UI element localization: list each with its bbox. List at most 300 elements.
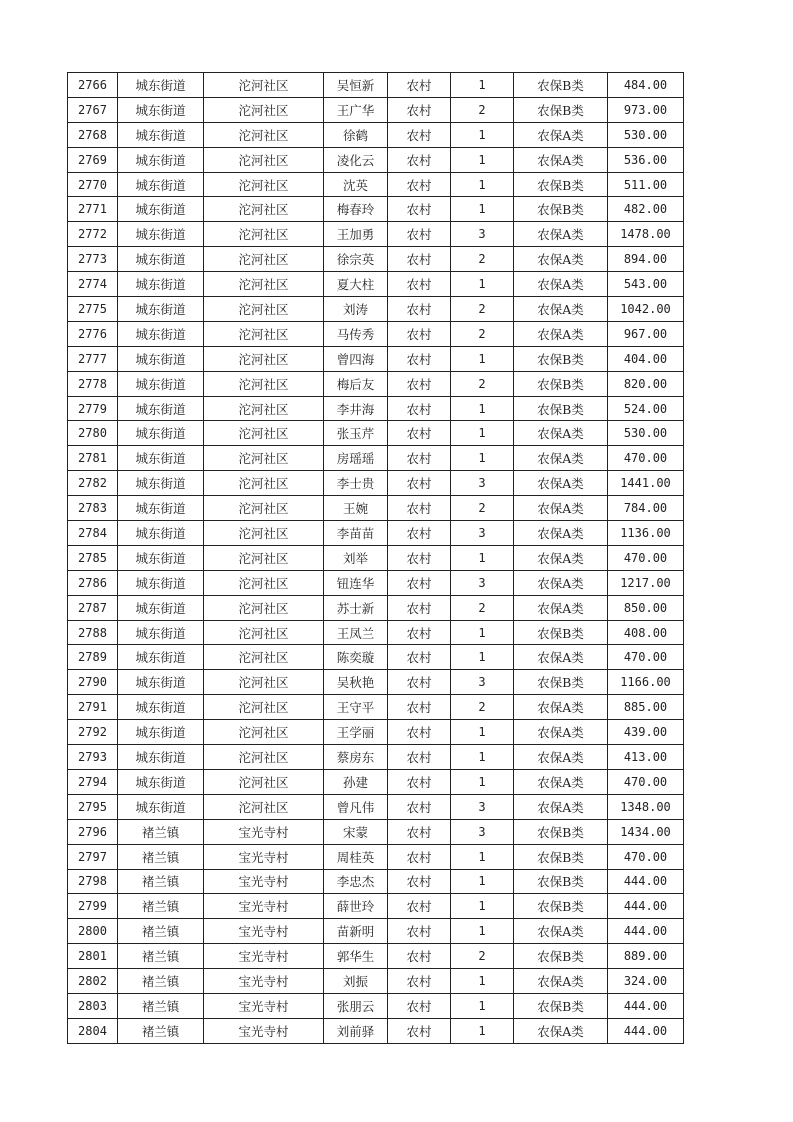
street-cell: 城东街道 <box>118 122 204 147</box>
area-type-cell: 农村 <box>388 944 451 969</box>
amount-cell: 1348.00 <box>608 794 684 819</box>
amount-cell: 470.00 <box>608 844 684 869</box>
insurance-category-cell: 农保B类 <box>514 346 608 371</box>
street-cell: 城东街道 <box>118 197 204 222</box>
records-table <box>67 72 684 1044</box>
table-row <box>68 97 684 122</box>
area-type-cell: 农村 <box>388 595 451 620</box>
area-type-cell: 农村 <box>388 570 451 595</box>
street-cell: 褚兰镇 <box>118 844 204 869</box>
household-count-cell: 1 <box>451 272 514 297</box>
insurance-category-cell: 农保A类 <box>514 570 608 595</box>
area-type-cell: 农村 <box>388 222 451 247</box>
table-row <box>68 869 684 894</box>
street-cell: 城东街道 <box>118 172 204 197</box>
person-name-cell: 徐宗英 <box>324 247 388 272</box>
street-cell: 城东街道 <box>118 769 204 794</box>
insurance-category-cell: 农保A类 <box>514 222 608 247</box>
area-type-cell: 农村 <box>388 272 451 297</box>
insurance-category-cell: 农保A类 <box>514 521 608 546</box>
table-row <box>68 595 684 620</box>
person-name-cell: 马传秀 <box>324 321 388 346</box>
community-cell: 沱河社区 <box>204 97 324 122</box>
insurance-category-cell: 农保A类 <box>514 147 608 172</box>
insurance-category-cell: 农保A类 <box>514 645 608 670</box>
street-cell: 褚兰镇 <box>118 819 204 844</box>
amount-cell: 889.00 <box>608 944 684 969</box>
household-count-cell: 1 <box>451 147 514 172</box>
community-cell: 宝光寺村 <box>204 869 324 894</box>
amount-cell: 324.00 <box>608 969 684 994</box>
table-row <box>68 272 684 297</box>
street-cell: 城东街道 <box>118 545 204 570</box>
household-count-cell: 3 <box>451 670 514 695</box>
community-cell: 宝光寺村 <box>204 1018 324 1043</box>
person-name-cell: 郭华生 <box>324 944 388 969</box>
table-row <box>68 670 684 695</box>
area-type-cell: 农村 <box>388 819 451 844</box>
area-type-cell: 农村 <box>388 396 451 421</box>
row-number-cell: 2789 <box>68 645 118 670</box>
person-name-cell: 蔡房东 <box>324 745 388 770</box>
area-type-cell: 农村 <box>388 645 451 670</box>
street-cell: 城东街道 <box>118 421 204 446</box>
row-number-cell: 2771 <box>68 197 118 222</box>
area-type-cell: 农村 <box>388 1018 451 1043</box>
area-type-cell: 农村 <box>388 147 451 172</box>
amount-cell: 482.00 <box>608 197 684 222</box>
table-row <box>68 321 684 346</box>
table-row <box>68 521 684 546</box>
community-cell: 宝光寺村 <box>204 919 324 944</box>
row-number-cell: 2778 <box>68 371 118 396</box>
household-count-cell: 3 <box>451 471 514 496</box>
person-name-cell: 王守平 <box>324 695 388 720</box>
person-name-cell: 曾四海 <box>324 346 388 371</box>
row-number-cell: 2804 <box>68 1018 118 1043</box>
street-cell: 褚兰镇 <box>118 919 204 944</box>
street-cell: 褚兰镇 <box>118 944 204 969</box>
household-count-cell: 1 <box>451 1018 514 1043</box>
row-number-cell: 2777 <box>68 346 118 371</box>
household-count-cell: 2 <box>451 321 514 346</box>
household-count-cell: 1 <box>451 894 514 919</box>
street-cell: 褚兰镇 <box>118 869 204 894</box>
amount-cell: 894.00 <box>608 247 684 272</box>
row-number-cell: 2791 <box>68 695 118 720</box>
area-type-cell: 农村 <box>388 97 451 122</box>
person-name-cell: 刘前驿 <box>324 1018 388 1043</box>
person-name-cell: 钮连华 <box>324 570 388 595</box>
household-count-cell: 1 <box>451 620 514 645</box>
table-row <box>68 346 684 371</box>
table-row <box>68 471 684 496</box>
community-cell: 宝光寺村 <box>204 894 324 919</box>
person-name-cell: 徐鹤 <box>324 122 388 147</box>
street-cell: 城东街道 <box>118 321 204 346</box>
person-name-cell: 陈奕璇 <box>324 645 388 670</box>
area-type-cell: 农村 <box>388 794 451 819</box>
household-count-cell: 1 <box>451 421 514 446</box>
household-count-cell: 1 <box>451 446 514 471</box>
household-count-cell: 1 <box>451 844 514 869</box>
row-number-cell: 2768 <box>68 122 118 147</box>
person-name-cell: 苏士新 <box>324 595 388 620</box>
person-name-cell: 刘涛 <box>324 297 388 322</box>
amount-cell: 784.00 <box>608 496 684 521</box>
amount-cell: 511.00 <box>608 172 684 197</box>
street-cell: 城东街道 <box>118 670 204 695</box>
person-name-cell: 王凤兰 <box>324 620 388 645</box>
table-row <box>68 570 684 595</box>
community-cell: 沱河社区 <box>204 247 324 272</box>
insurance-category-cell: 农保A类 <box>514 321 608 346</box>
insurance-category-cell: 农保B类 <box>514 869 608 894</box>
insurance-category-cell: 农保A类 <box>514 421 608 446</box>
person-name-cell: 李苗苗 <box>324 521 388 546</box>
community-cell: 沱河社区 <box>204 222 324 247</box>
area-type-cell: 农村 <box>388 297 451 322</box>
street-cell: 城东街道 <box>118 521 204 546</box>
household-count-cell: 3 <box>451 819 514 844</box>
household-count-cell: 1 <box>451 197 514 222</box>
amount-cell: 484.00 <box>608 73 684 98</box>
amount-cell: 530.00 <box>608 421 684 446</box>
insurance-category-cell: 农保B类 <box>514 620 608 645</box>
table-row <box>68 645 684 670</box>
street-cell: 城东街道 <box>118 695 204 720</box>
insurance-category-cell: 农保B类 <box>514 670 608 695</box>
street-cell: 城东街道 <box>118 620 204 645</box>
household-count-cell: 1 <box>451 122 514 147</box>
insurance-category-cell: 农保B类 <box>514 844 608 869</box>
row-number-cell: 2795 <box>68 794 118 819</box>
insurance-category-cell: 农保B类 <box>514 73 608 98</box>
household-count-cell: 2 <box>451 97 514 122</box>
table-row <box>68 421 684 446</box>
insurance-category-cell: 农保A类 <box>514 595 608 620</box>
household-count-cell: 2 <box>451 595 514 620</box>
community-cell: 沱河社区 <box>204 297 324 322</box>
row-number-cell: 2773 <box>68 247 118 272</box>
household-count-cell: 1 <box>451 172 514 197</box>
community-cell: 沱河社区 <box>204 496 324 521</box>
community-cell: 沱河社区 <box>204 595 324 620</box>
area-type-cell: 农村 <box>388 919 451 944</box>
row-number-cell: 2770 <box>68 172 118 197</box>
amount-cell: 439.00 <box>608 720 684 745</box>
row-number-cell: 2796 <box>68 819 118 844</box>
table-row <box>68 944 684 969</box>
area-type-cell: 农村 <box>388 321 451 346</box>
table-row <box>68 894 684 919</box>
street-cell: 城东街道 <box>118 97 204 122</box>
community-cell: 沱河社区 <box>204 471 324 496</box>
person-name-cell: 王学丽 <box>324 720 388 745</box>
street-cell: 城东街道 <box>118 396 204 421</box>
person-name-cell: 王广华 <box>324 97 388 122</box>
person-name-cell: 吴秋艳 <box>324 670 388 695</box>
row-number-cell: 2767 <box>68 97 118 122</box>
insurance-category-cell: 农保A类 <box>514 919 608 944</box>
household-count-cell: 2 <box>451 247 514 272</box>
community-cell: 宝光寺村 <box>204 993 324 1018</box>
insurance-category-cell: 农保B类 <box>514 371 608 396</box>
person-name-cell: 宋蒙 <box>324 819 388 844</box>
area-type-cell: 农村 <box>388 371 451 396</box>
insurance-category-cell: 农保A类 <box>514 247 608 272</box>
amount-cell: 885.00 <box>608 695 684 720</box>
person-name-cell: 苗新明 <box>324 919 388 944</box>
area-type-cell: 农村 <box>388 695 451 720</box>
street-cell: 城东街道 <box>118 297 204 322</box>
household-count-cell: 2 <box>451 695 514 720</box>
amount-cell: 820.00 <box>608 371 684 396</box>
household-count-cell: 3 <box>451 521 514 546</box>
insurance-category-cell: 农保A类 <box>514 720 608 745</box>
insurance-category-cell: 农保B类 <box>514 172 608 197</box>
household-count-cell: 1 <box>451 346 514 371</box>
table-row <box>68 197 684 222</box>
table-row <box>68 247 684 272</box>
area-type-cell: 农村 <box>388 993 451 1018</box>
area-type-cell: 农村 <box>388 620 451 645</box>
community-cell: 沱河社区 <box>204 346 324 371</box>
insurance-category-cell: 农保A类 <box>514 745 608 770</box>
person-name-cell: 王婉 <box>324 496 388 521</box>
row-number-cell: 2775 <box>68 297 118 322</box>
amount-cell: 408.00 <box>608 620 684 645</box>
community-cell: 沱河社区 <box>204 720 324 745</box>
amount-cell: 524.00 <box>608 396 684 421</box>
street-cell: 褚兰镇 <box>118 894 204 919</box>
row-number-cell: 2785 <box>68 545 118 570</box>
area-type-cell: 农村 <box>388 720 451 745</box>
row-number-cell: 2787 <box>68 595 118 620</box>
household-count-cell: 1 <box>451 919 514 944</box>
row-number-cell: 2794 <box>68 769 118 794</box>
area-type-cell: 农村 <box>388 670 451 695</box>
row-number-cell: 2802 <box>68 969 118 994</box>
table-row <box>68 993 684 1018</box>
community-cell: 沱河社区 <box>204 769 324 794</box>
street-cell: 褚兰镇 <box>118 969 204 994</box>
community-cell: 沱河社区 <box>204 670 324 695</box>
person-name-cell: 刘举 <box>324 545 388 570</box>
amount-cell: 536.00 <box>608 147 684 172</box>
area-type-cell: 农村 <box>388 197 451 222</box>
person-name-cell: 房瑶瑶 <box>324 446 388 471</box>
community-cell: 沱河社区 <box>204 272 324 297</box>
community-cell: 沱河社区 <box>204 396 324 421</box>
amount-cell: 1042.00 <box>608 297 684 322</box>
community-cell: 沱河社区 <box>204 421 324 446</box>
street-cell: 城东街道 <box>118 745 204 770</box>
street-cell: 城东街道 <box>118 147 204 172</box>
amount-cell: 1136.00 <box>608 521 684 546</box>
table-row <box>68 73 684 98</box>
community-cell: 沱河社区 <box>204 172 324 197</box>
area-type-cell: 农村 <box>388 521 451 546</box>
insurance-category-cell: 农保B类 <box>514 993 608 1018</box>
street-cell: 城东街道 <box>118 595 204 620</box>
person-name-cell: 薛世玲 <box>324 894 388 919</box>
amount-cell: 470.00 <box>608 645 684 670</box>
insurance-category-cell: 农保A类 <box>514 496 608 521</box>
amount-cell: 1166.00 <box>608 670 684 695</box>
table-row <box>68 371 684 396</box>
row-number-cell: 2797 <box>68 844 118 869</box>
area-type-cell: 农村 <box>388 172 451 197</box>
row-number-cell: 2801 <box>68 944 118 969</box>
street-cell: 褚兰镇 <box>118 993 204 1018</box>
person-name-cell: 张朋云 <box>324 993 388 1018</box>
amount-cell: 543.00 <box>608 272 684 297</box>
row-number-cell: 2782 <box>68 471 118 496</box>
table-row <box>68 844 684 869</box>
table-row <box>68 396 684 421</box>
person-name-cell: 沈英 <box>324 172 388 197</box>
row-number-cell: 2772 <box>68 222 118 247</box>
amount-cell: 470.00 <box>608 545 684 570</box>
area-type-cell: 农村 <box>388 844 451 869</box>
person-name-cell: 周桂英 <box>324 844 388 869</box>
street-cell: 城东街道 <box>118 446 204 471</box>
amount-cell: 1478.00 <box>608 222 684 247</box>
community-cell: 沱河社区 <box>204 197 324 222</box>
table-row <box>68 745 684 770</box>
street-cell: 城东街道 <box>118 720 204 745</box>
area-type-cell: 农村 <box>388 346 451 371</box>
street-cell: 城东街道 <box>118 247 204 272</box>
table-row <box>68 819 684 844</box>
community-cell: 沱河社区 <box>204 745 324 770</box>
street-cell: 城东街道 <box>118 471 204 496</box>
person-name-cell: 夏大柱 <box>324 272 388 297</box>
person-name-cell: 刘振 <box>324 969 388 994</box>
person-name-cell: 吴恒新 <box>324 73 388 98</box>
area-type-cell: 农村 <box>388 122 451 147</box>
community-cell: 宝光寺村 <box>204 819 324 844</box>
household-count-cell: 3 <box>451 794 514 819</box>
household-count-cell: 1 <box>451 993 514 1018</box>
community-cell: 沱河社区 <box>204 371 324 396</box>
person-name-cell: 王加勇 <box>324 222 388 247</box>
table-row <box>68 919 684 944</box>
row-number-cell: 2769 <box>68 147 118 172</box>
area-type-cell: 农村 <box>388 869 451 894</box>
person-name-cell: 凌化云 <box>324 147 388 172</box>
area-type-cell: 农村 <box>388 421 451 446</box>
row-number-cell: 2790 <box>68 670 118 695</box>
table-row <box>68 794 684 819</box>
street-cell: 城东街道 <box>118 346 204 371</box>
table-row <box>68 122 684 147</box>
street-cell: 城东街道 <box>118 645 204 670</box>
insurance-category-cell: 农保A类 <box>514 969 608 994</box>
street-cell: 城东街道 <box>118 570 204 595</box>
amount-cell: 444.00 <box>608 993 684 1018</box>
street-cell: 城东街道 <box>118 794 204 819</box>
household-count-cell: 2 <box>451 371 514 396</box>
person-name-cell: 梅春玲 <box>324 197 388 222</box>
household-count-cell: 2 <box>451 297 514 322</box>
household-count-cell: 1 <box>451 645 514 670</box>
area-type-cell: 农村 <box>388 73 451 98</box>
row-number-cell: 2784 <box>68 521 118 546</box>
street-cell: 褚兰镇 <box>118 1018 204 1043</box>
row-number-cell: 2800 <box>68 919 118 944</box>
row-number-cell: 2783 <box>68 496 118 521</box>
amount-cell: 444.00 <box>608 919 684 944</box>
household-count-cell: 3 <box>451 570 514 595</box>
row-number-cell: 2779 <box>68 396 118 421</box>
table-row <box>68 496 684 521</box>
amount-cell: 1441.00 <box>608 471 684 496</box>
street-cell: 城东街道 <box>118 222 204 247</box>
community-cell: 沱河社区 <box>204 446 324 471</box>
row-number-cell: 2799 <box>68 894 118 919</box>
household-count-cell: 2 <box>451 496 514 521</box>
street-cell: 城东街道 <box>118 496 204 521</box>
community-cell: 沱河社区 <box>204 570 324 595</box>
household-count-cell: 1 <box>451 969 514 994</box>
area-type-cell: 农村 <box>388 545 451 570</box>
row-number-cell: 2774 <box>68 272 118 297</box>
table-row <box>68 1018 684 1043</box>
amount-cell: 973.00 <box>608 97 684 122</box>
household-count-cell: 1 <box>451 869 514 894</box>
household-count-cell: 1 <box>451 769 514 794</box>
amount-cell: 850.00 <box>608 595 684 620</box>
household-count-cell: 1 <box>451 745 514 770</box>
amount-cell: 967.00 <box>608 321 684 346</box>
person-name-cell: 李忠杰 <box>324 869 388 894</box>
area-type-cell: 农村 <box>388 471 451 496</box>
household-count-cell: 1 <box>451 73 514 98</box>
community-cell: 沱河社区 <box>204 147 324 172</box>
row-number-cell: 2776 <box>68 321 118 346</box>
person-name-cell: 孙建 <box>324 769 388 794</box>
amount-cell: 413.00 <box>608 745 684 770</box>
table-row <box>68 620 684 645</box>
insurance-category-cell: 农保A类 <box>514 769 608 794</box>
area-type-cell: 农村 <box>388 745 451 770</box>
table-row <box>68 222 684 247</box>
insurance-category-cell: 农保A类 <box>514 446 608 471</box>
area-type-cell: 农村 <box>388 969 451 994</box>
insurance-category-cell: 农保A类 <box>514 545 608 570</box>
amount-cell: 444.00 <box>608 1018 684 1043</box>
amount-cell: 444.00 <box>608 894 684 919</box>
area-type-cell: 农村 <box>388 496 451 521</box>
table-row <box>68 695 684 720</box>
area-type-cell: 农村 <box>388 894 451 919</box>
row-number-cell: 2793 <box>68 745 118 770</box>
street-cell: 城东街道 <box>118 272 204 297</box>
household-count-cell: 1 <box>451 720 514 745</box>
person-name-cell: 李井海 <box>324 396 388 421</box>
amount-cell: 444.00 <box>608 869 684 894</box>
insurance-category-cell: 农保A类 <box>514 471 608 496</box>
insurance-category-cell: 农保A类 <box>514 794 608 819</box>
amount-cell: 470.00 <box>608 769 684 794</box>
household-count-cell: 3 <box>451 222 514 247</box>
community-cell: 沱河社区 <box>204 794 324 819</box>
community-cell: 沱河社区 <box>204 545 324 570</box>
insurance-category-cell: 农保A类 <box>514 272 608 297</box>
row-number-cell: 2766 <box>68 73 118 98</box>
